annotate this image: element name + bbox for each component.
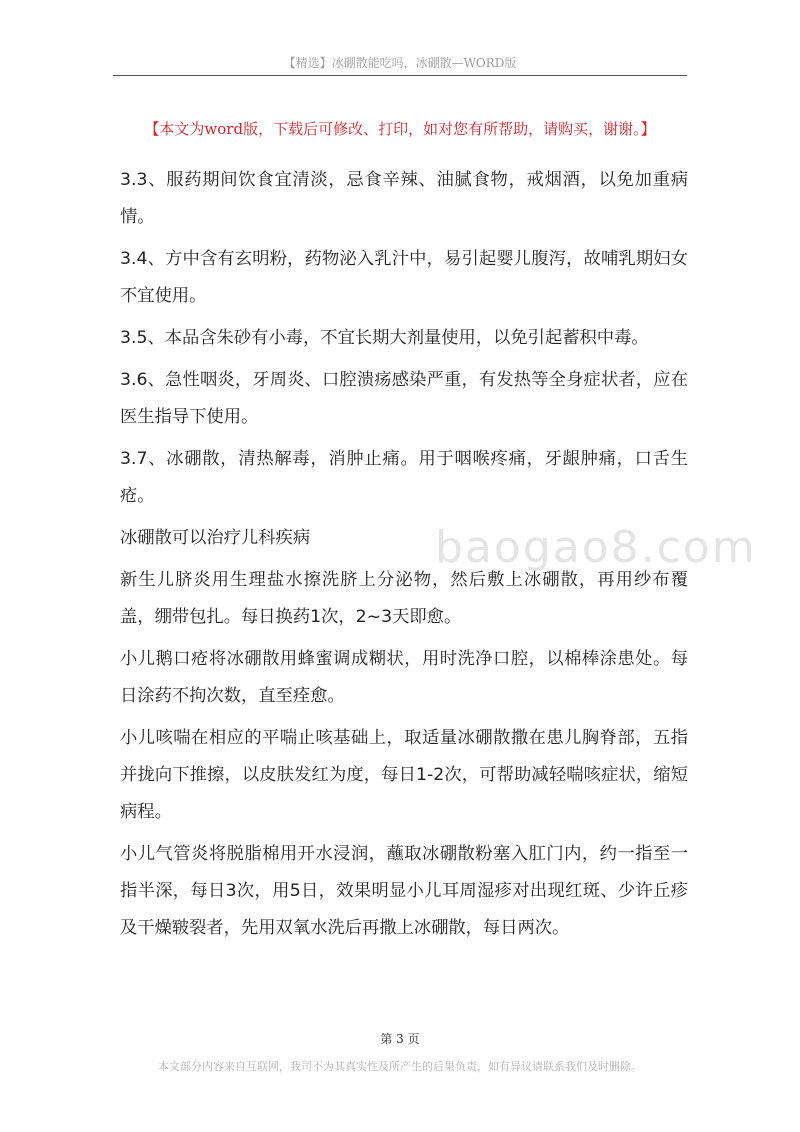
download-notice: 【本文为word版，下载后可修改、打印，如对您有所帮助，请购买，谢谢。】 [144,120,656,138]
header-divider [113,75,687,76]
section-heading-pediatric: 冰硼散可以治疗儿科疾病 [120,528,311,548]
document-body [120,162,688,952]
page-number: 第 3 页 [380,1032,420,1046]
paragraph-3-5: 3.5、本品含朱砂有小毒，不宜长期大剂量使用，以免引起蓄积中毒。 [120,328,649,348]
paragraph-3-3: 3.3、服药期间饮食宜清淡，忌食辛辣、油腻食物，戒烟酒，以免加重病情。 [120,170,688,227]
paragraph-neonatal-omphalitis: 新生儿脐炎用生理盐水擦洗脐上分泌物，然后敷上冰硼散，再用纱布覆盖，绷带包扎。每日换药1次，2~3天即愈。 [120,570,688,627]
paragraph-3-7: 3.7、冰硼散，清热解毒，消肿止痛。用于咽喉疼痛，牙龈肿痛，口舌生疮。 [120,449,688,506]
page-header-title: 【精选】冰硼散能吃吗，冰硼散—WORD版 [283,56,517,70]
paragraph-thrush: 小儿鹅口疮将冰硼散用蜂蜜调成糊状，用时洗净口腔，以棉棒涂患处。每日涂药不拘次数，直至痊愈。 [120,649,688,706]
paragraph-3-6: 3.6、急性咽炎，牙周炎、口腔溃疡感染严重，有发热等全身症状者，应在医生指导下使用。 [120,370,688,427]
paragraph-3-4: 3.4、方中含有玄明粉，药物泌入乳汁中，易引起婴儿腹泻，故哺乳期妇女不宜使用。 [120,249,688,306]
paragraph-cough-asthma: 小儿咳喘在相应的平喘止咳基础上，取适量冰硼散撒在患儿胸脊部，五指并拢向下推擦，以皮肤发红为度，每日1-2次，可帮助减轻喘咳症状，缩短病程。 [120,728,688,822]
watermark-text: baogao8.com [435,522,757,573]
paragraph-bronchitis: 小儿气管炎将脱脂棉用开水浸润，蘸取冰硼散粉塞入肛门内，约一指至一指半深，每日3次，用5日，效果明显小儿耳周湿疹对出现红斑、少许丘疹及干燥皲裂者，先用双氧水洗后再撒上冰硼散，每日两次。 [120,844,688,938]
footer-disclaimer: 本文部分内容来自互联网，我司不为其真实性及所产生的后果负责，如有异议请联系我们及时删除。 [158,1060,642,1073]
